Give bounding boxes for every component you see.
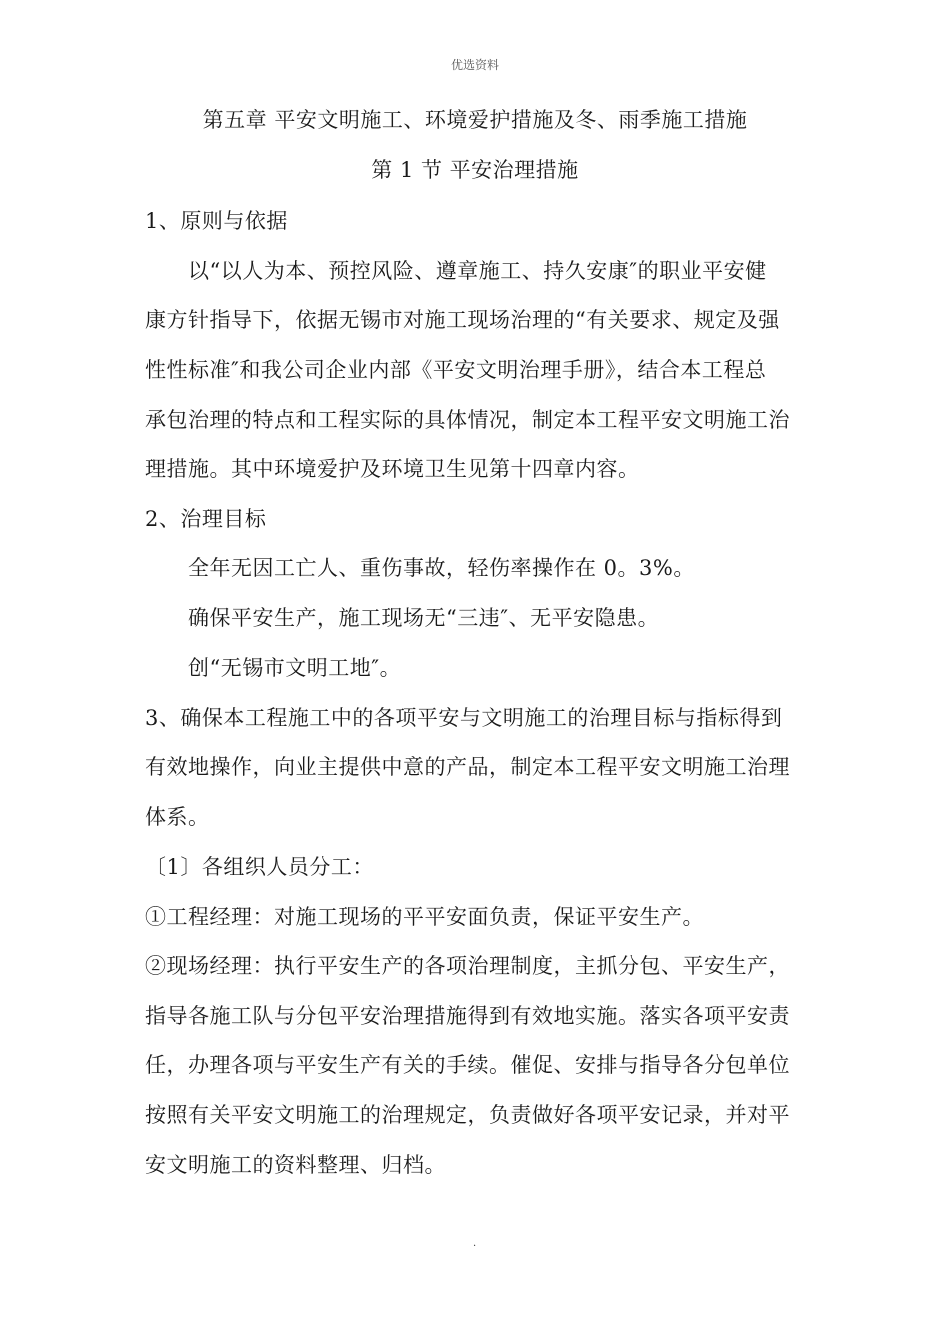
goal-item: 全年无因工亡人、重伤事故，轻伤率操作在 0。3%。	[188, 556, 695, 580]
para3-line-1: 3、确保本工程施工中的各项平安与文明施工的治理目标与指标得到	[145, 706, 783, 730]
item2-line-5: 安文明施工的资料整理、归档。	[145, 1153, 446, 1177]
item2-line-3: 任，办理各项与平安生产有关的手续。催促、安排与指导各分包单位	[145, 1053, 790, 1077]
page-footer-dot: .	[473, 1238, 477, 1249]
item-project-manager: ①工程经理：对施工现场的平平安面负责，保证平安生产。	[145, 905, 704, 929]
para3-line-3: 体系。	[145, 805, 210, 829]
section-title: 第 1 节 平安治理措施	[371, 158, 579, 182]
item2-line-1: ②现场经理：执行平安生产的各项治理制度，主抓分包、平安生产，	[145, 954, 790, 978]
para1-line-1: 以“以人为本、预控风险、遵章施工、持久安康″的职业平安健	[188, 259, 767, 283]
heading-principles: 1、原则与依据	[145, 209, 288, 233]
goal-item: 创“无锡市文明工地″。	[188, 656, 402, 680]
item2-line-2: 指导各施工队与分包平安治理措施得到有效地实施。落实各项平安责	[145, 1004, 790, 1028]
chapter-title: 第五章 平安文明施工、环境爱护措施及冬、雨季施工措施	[202, 108, 748, 132]
page-header: 优选资料	[450, 58, 499, 72]
heading-goals: 2、治理目标	[145, 507, 267, 531]
item2-line-4: 按照有关平安文明施工的治理规定，负责做好各项平安记录，并对平	[145, 1103, 790, 1127]
para3-line-2: 有效地操作，向业主提供中意的产品，制定本工程平安文明施工治理	[145, 755, 790, 779]
para1-line-4: 承包治理的特点和工程实际的具体情况，制定本工程平安文明施工治	[145, 408, 790, 432]
subheading-division: 〔1〕各组织人员分工：	[145, 855, 374, 879]
para1-line-3: 性性标准″和我公司企业内部《平安文明治理手册》，结合本工程总	[145, 358, 767, 382]
para1-line-5: 理措施。其中环境爱护及环境卫生见第十四章内容。	[145, 457, 640, 481]
para1-line-2: 康方针指导下，依据无锡市对施工现场治理的“有关要求、规定及强	[145, 308, 780, 332]
goal-item: 确保平安生产，施工现场无“三违″、无平安隐患。	[188, 606, 660, 630]
